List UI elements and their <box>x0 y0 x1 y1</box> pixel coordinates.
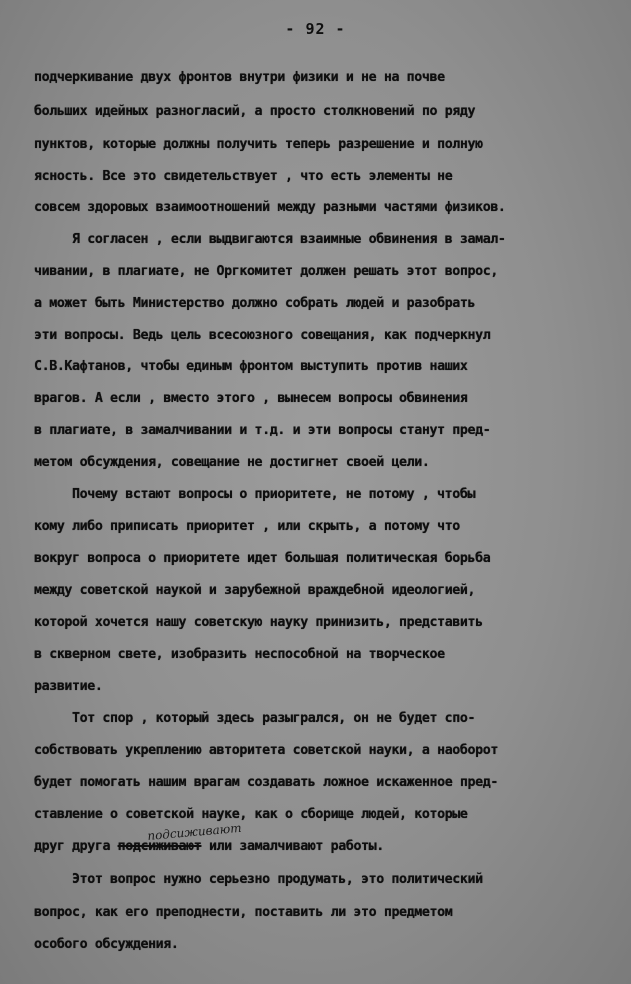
text-line: которой хочется нашу советскую науку принизить, представить <box>34 615 483 630</box>
text-line: будет помогать нашим врагам создавать ложное искаженное пред- <box>34 775 498 790</box>
text-line: Этот вопрос нужно серьезно продумать, это политический <box>72 872 483 887</box>
text-line: вопрос, как его преподнести, поставить ли это предметом <box>34 905 453 920</box>
text-line: между советской наукой и зарубежной враждебной идеологией, <box>34 583 476 598</box>
text-line: эти вопросы. Ведь цель всесоюзного совещания, как подчеркнул <box>34 328 491 343</box>
text-line: Тот спор , который здесь разыгрался, он не будет спо- <box>72 711 476 726</box>
text-line-with-correction <box>34 839 384 855</box>
text-line: больших идейных разногласий, а просто столкновений по ряду <box>34 104 476 119</box>
text-line: ставление о советской науке, как о сборище людей, которые <box>34 807 468 822</box>
text-line: кому либо приписать приоритет , или скрыть, а потому что <box>34 519 460 534</box>
text-line: Я согласен , если выдвигаются взаимные обвинения в замал- <box>72 232 506 247</box>
text-line: совсем здоровых взаимоотношений между разными частями физиков. <box>34 200 506 215</box>
text-line: С.В.Кафтанов, чтобы единым фронтом выступить против наших <box>34 359 468 374</box>
text-line: в плагиате, в замалчивании и т.д. и эти вопросы станут пред- <box>34 423 491 438</box>
text-line: вокруг вопроса о приоритете идет большая политическая борьба <box>34 551 491 566</box>
text-line: в скверном свете, изобразить неспособной на творческое <box>34 647 445 662</box>
text-line: собствовать укреплению авторитета советской науки, а наоборот <box>34 743 498 758</box>
text-line: врагов. А если , вместо этого , вынесем вопросы обвинения <box>34 391 468 406</box>
text-line: чивании, в плагиате, не Оргкомитет должен решать этот вопрос, <box>34 264 498 279</box>
text-line: пунктов, которые должны получить теперь разрешение и полную <box>34 137 483 152</box>
handwritten-insertion: подсиживают <box>146 820 243 843</box>
text-line: ясность. Все это свидетельствует , что есть элементы не <box>34 169 453 184</box>
text-segment: или замалчивают работы. <box>201 839 384 854</box>
text-line: особого обсуждения. <box>34 937 179 952</box>
text-line: метом обсуждения, совещание не достигнет своей цели. <box>34 455 430 470</box>
text-line: а может быть Министерство должно собрать людей и разобрать <box>34 296 476 311</box>
page-number: - 92 - <box>285 20 346 38</box>
text-line: подчеркивание двух фронтов внутри физики и не на почве <box>34 70 445 85</box>
text-segment: друг друга <box>34 839 118 854</box>
text-line: развитие. <box>34 679 103 694</box>
struck-through-word: подсиживают <box>117 839 202 854</box>
text-line: Почему встают вопросы о приоритете, не потому , чтобы <box>72 487 476 502</box>
